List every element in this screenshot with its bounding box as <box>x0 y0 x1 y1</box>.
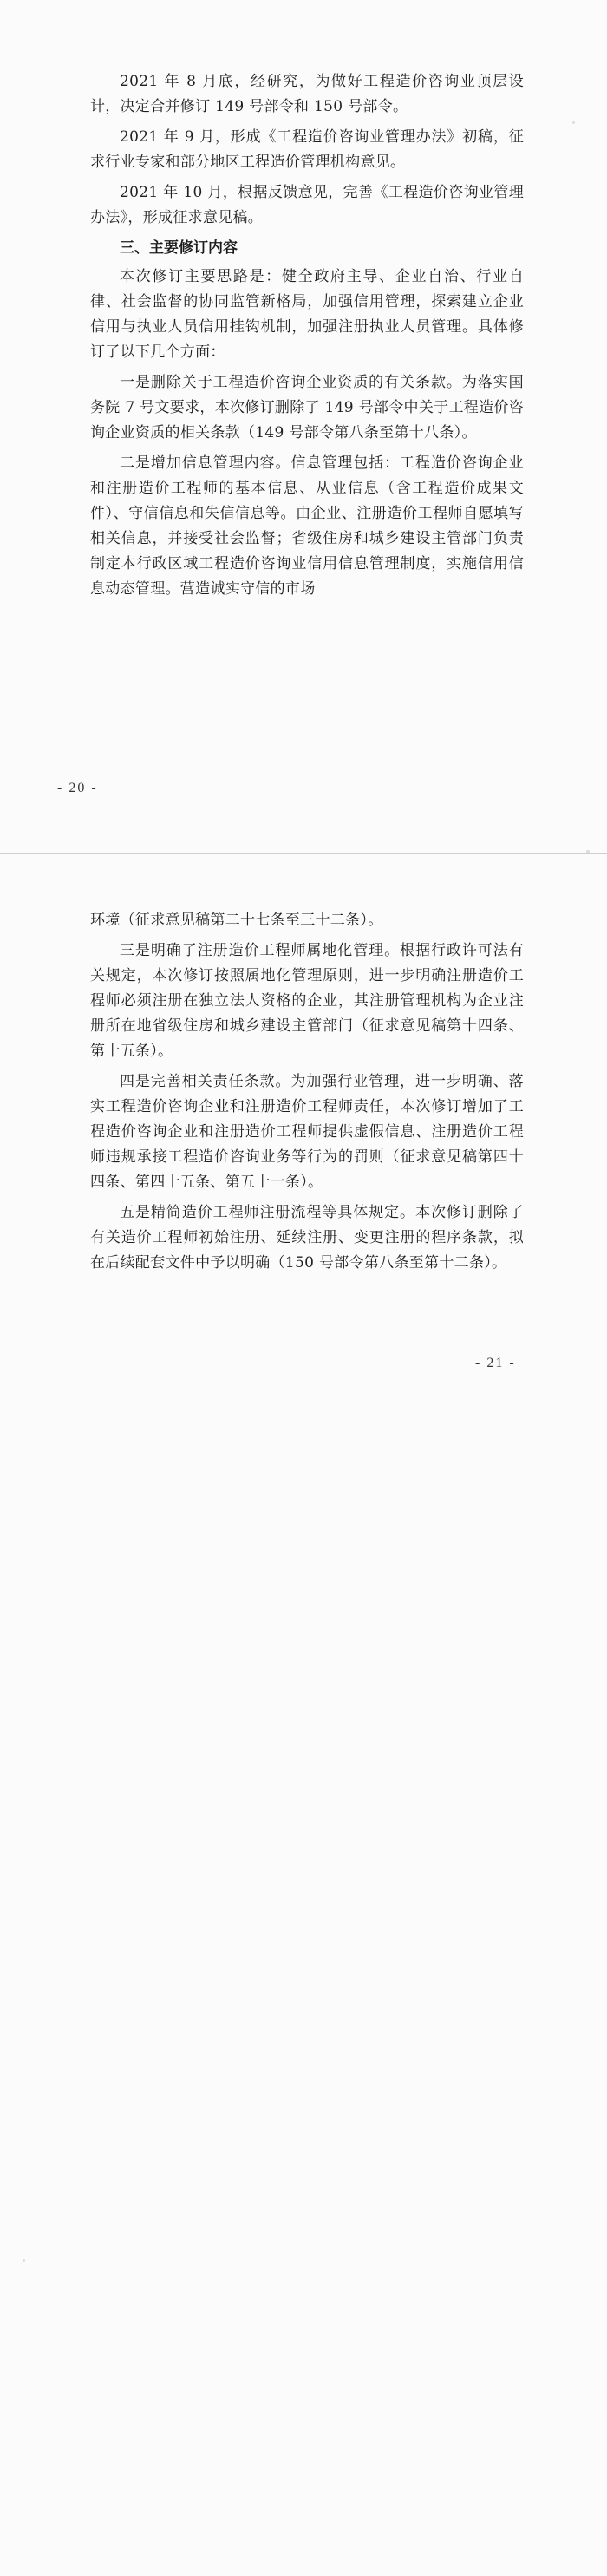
paragraph-september-2021: 2021 年 9 月，形成《工程造价咨询业管理办法》初稿，征求行业专家和部分地区工程造价管理机构意见。 <box>90 128 524 171</box>
paragraph-point-five: 五是精简造价工程师注册流程等具体规定。本次修订删除了有关造价工程师初始注册、延续注册、变更注册的程序条款，拟在后续配套文件中予以明确（150 号部令第八条至第十二条）。 <box>90 1204 524 1272</box>
paragraph-continued: 环境（征求意见稿第二十七条至三十二条）。 <box>90 912 383 929</box>
paragraph-august-2021: 2021 年 8 月底，经研究，为做好工程造价咨询业顶层设计，决定合并修订 149 号部令和 150 号部令。 <box>90 73 524 115</box>
scan-speck <box>572 121 575 124</box>
page-number: - 21 - <box>475 1356 516 1370</box>
paragraph-point-three: 三是明确了注册造价工程师属地化管理。根据行政许可法有关规定，本次修订按照属地化管理原则，进一步明确注册造价工程师必须注册在独立法人资格的企业，其注册管理机构为企业注册所在地省级住房和城乡建设主管部门（征求意见稿第十四条、第十五条）。 <box>90 942 524 1060</box>
paragraph-point-two: 二是增加信息管理内容。信息管理包括：工程造价咨询企业和注册造价工程师的基本信息、从业信息（含工程造价成果文件）、守信信息和失信信息等。由企业、注册造价工程师自愿填写相关信息，并接受社会监督；省级住房和城乡建设主管部门负责制定本行政区域工程造价咨询业信用信息管理制度，实施信用信息动态管理。营造诚实守信的市场 <box>90 454 524 598</box>
page-number: - 20 - <box>57 781 98 795</box>
scan-speck <box>23 2259 25 2262</box>
document-page-20 <box>0 0 607 854</box>
page-20-body <box>90 69 524 607</box>
paragraph-revision-approach: 本次修订主要思路是：健全政府主导、企业自治、行业自律、社会监督的协同监管新格局，加强信用管理，探索建立企业信用与执业人员信用挂钩机制，加强注册执业人员管理。具体修订了以下几个方面： <box>90 268 524 361</box>
paragraph-point-one: 一是删除关于工程造价咨询企业资质的有关条款。为落实国务院 7 号文要求，本次修订删除了 149 号部令中关于工程造价咨询企业资质的相关条款（149 号部令第八条至第十八条）。 <box>90 374 524 441</box>
section-heading-main-revisions: 三、主要修订内容 <box>120 239 238 257</box>
paragraph-point-four: 四是完善相关责任条款。为加强行业管理，进一步明确、落实工程造价咨询企业和注册造价工程师责任，本次修订增加了工程造价咨询企业和注册造价工程师提供虚假信息、注册造价工程师违规承接工程造价咨询业务等行为的罚则（征求意见稿第四十四条、第四十五条、第五十一条）。 <box>90 1073 524 1191</box>
document-page-21 <box>0 854 607 2576</box>
page-21-body <box>90 908 524 1281</box>
paragraph-october-2021: 2021 年 10 月，根据反馈意见，完善《工程造价咨询业管理办法》，形成征求意见稿。 <box>90 184 524 226</box>
